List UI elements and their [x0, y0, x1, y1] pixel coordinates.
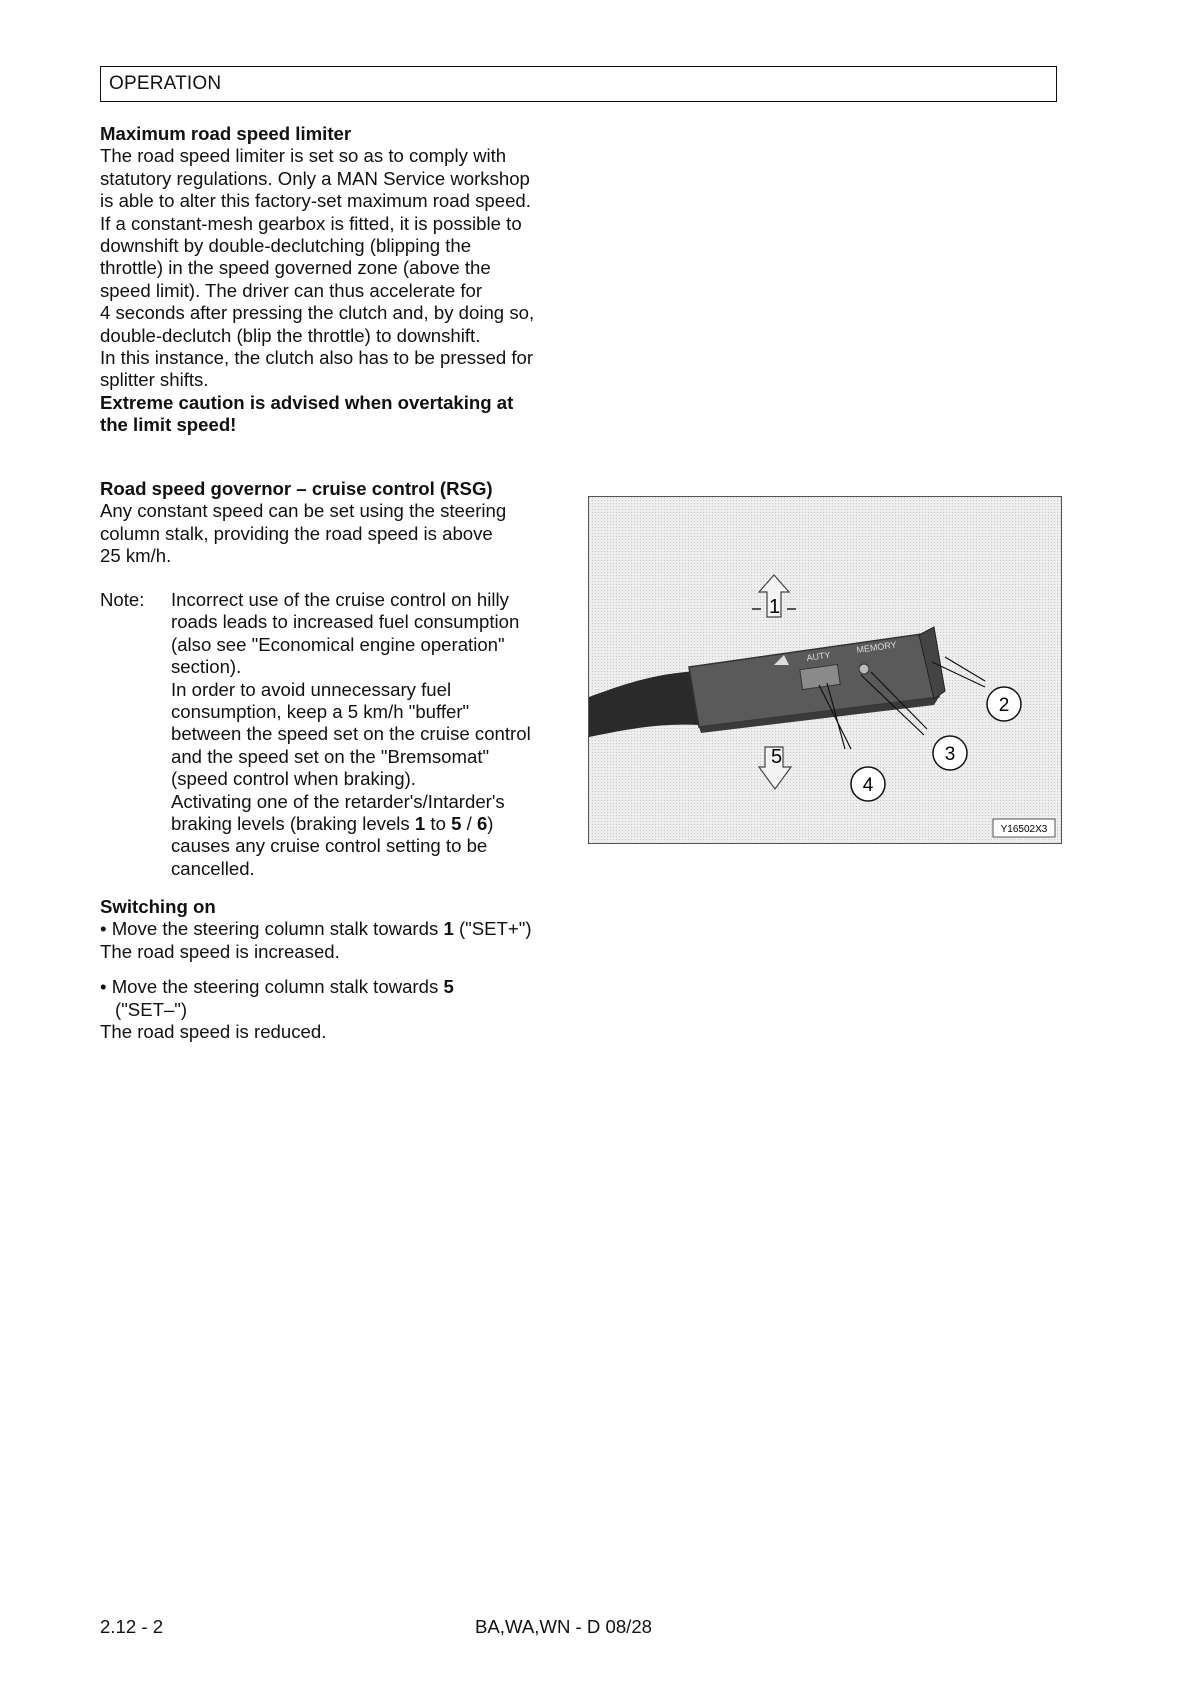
callout-4: 4 [862, 775, 874, 796]
stalk-label-memory: MEMORY [855, 639, 898, 655]
level-to: 5 [451, 813, 462, 835]
body-line: 25 km/h. [100, 545, 172, 567]
body-line: is able to alter this factory-set maximum road speed. [100, 190, 531, 212]
section-heading: Road speed governor – cruise control (RSG) [100, 478, 493, 499]
note-label: Note: [100, 589, 145, 610]
note-line: section). [171, 656, 242, 678]
bullet-text: Move the steering column stalk towards [111, 918, 444, 940]
section-road-speed-limiter [100, 123, 580, 437]
document-code: BA,WA,WN - D 08/28 [475, 1616, 653, 1637]
level-from: 1 [414, 813, 426, 835]
callout-3: 3 [944, 744, 956, 765]
body-line: speed limit). The driver can thus accelerate for [100, 279, 483, 301]
stalk-illustration [588, 496, 1062, 844]
stalk-figure-svg [589, 497, 1061, 843]
note-line: and the speed set on the "Bremsomat" [171, 745, 490, 767]
note-line-levels [171, 813, 591, 835]
section-switching-on [100, 896, 580, 1043]
body-line: downshift by double-declutching (blipping the [100, 235, 472, 257]
note-line: (speed control when braking). [171, 768, 416, 790]
bullet-continuation: ("SET–") [115, 998, 188, 1020]
bullet-item [100, 976, 580, 998]
note-line: causes any cruise control setting to be [171, 835, 488, 857]
body-line: double-declutch (blip the throttle) to downshift. [100, 324, 481, 346]
body-line: Any constant speed can be set using the steering [100, 500, 507, 522]
body-line: column stalk, providing the road speed is above [100, 522, 493, 544]
header-title: OPERATION [109, 73, 222, 94]
callout-5: 5 [771, 746, 783, 768]
note-line: In order to avoid unnecessary fuel [171, 678, 452, 700]
section-header [100, 66, 1057, 102]
body-line: In this instance, the clutch also has to be pressed for [100, 347, 534, 369]
body-line: statutory regulations. Only a MAN Service workshop [100, 167, 530, 189]
memory-indicator [859, 664, 869, 674]
section-cruise-control [100, 478, 580, 568]
section-heading: Switching on [100, 896, 216, 917]
levels-to: to [425, 813, 452, 835]
levels-slash: / [461, 813, 477, 835]
callout-1: 1 [769, 596, 781, 618]
note-line: Activating one of the retarder's/Intarder's [171, 790, 505, 812]
section-heading: Maximum road speed limiter [100, 123, 352, 144]
bullet-num: 1 [443, 918, 454, 940]
callout-2: 2 [998, 695, 1010, 716]
bullet-item [100, 918, 580, 940]
note-line: (also see "Economical engine operation" [171, 633, 505, 655]
note-line: Incorrect use of the cruise control on hilly [171, 589, 509, 610]
body-line: splitter shifts. [100, 369, 209, 391]
body-line: If a constant-mesh gearbox is fitted, it is possible to [100, 212, 522, 234]
result-line: The road speed is reduced. [100, 1021, 327, 1043]
note-body [171, 589, 591, 880]
stalk-label-auty: AUTY [805, 649, 832, 663]
levels-prefix: braking levels (braking levels [171, 813, 415, 835]
warning-line: the limit speed! [100, 414, 237, 436]
warning-line: Extreme caution is advised when overtaking at [100, 391, 514, 413]
result-line: The road speed is increased. [100, 940, 340, 962]
note-line: cancelled. [171, 857, 255, 879]
body-line: throttle) in the speed governed zone (above the [100, 257, 491, 279]
body-line: The road speed limiter is set so as to comply with [100, 145, 507, 167]
bullet-mark: • [100, 918, 112, 940]
level-alt: 6 [476, 813, 488, 835]
bullet-text: Move the steering column stalk towards [111, 976, 444, 998]
bullet-mark: • [100, 976, 112, 998]
note-line: between the speed set on the cruise control [171, 723, 531, 745]
note-line: consumption, keep a 5 km/h "buffer" [171, 701, 470, 723]
image-code: Y16502X3 [1000, 824, 1048, 835]
body-line: 4 seconds after pressing the clutch and, by doing so, [100, 302, 535, 324]
bullet-after: ("SET+") [453, 918, 532, 940]
bullet-num: 5 [443, 976, 454, 998]
note-line: roads leads to increased fuel consumption [171, 611, 520, 633]
spacer [100, 963, 580, 976]
levels-suffix: ) [487, 813, 494, 835]
page-number: 2.12 - 2 [100, 1616, 164, 1637]
